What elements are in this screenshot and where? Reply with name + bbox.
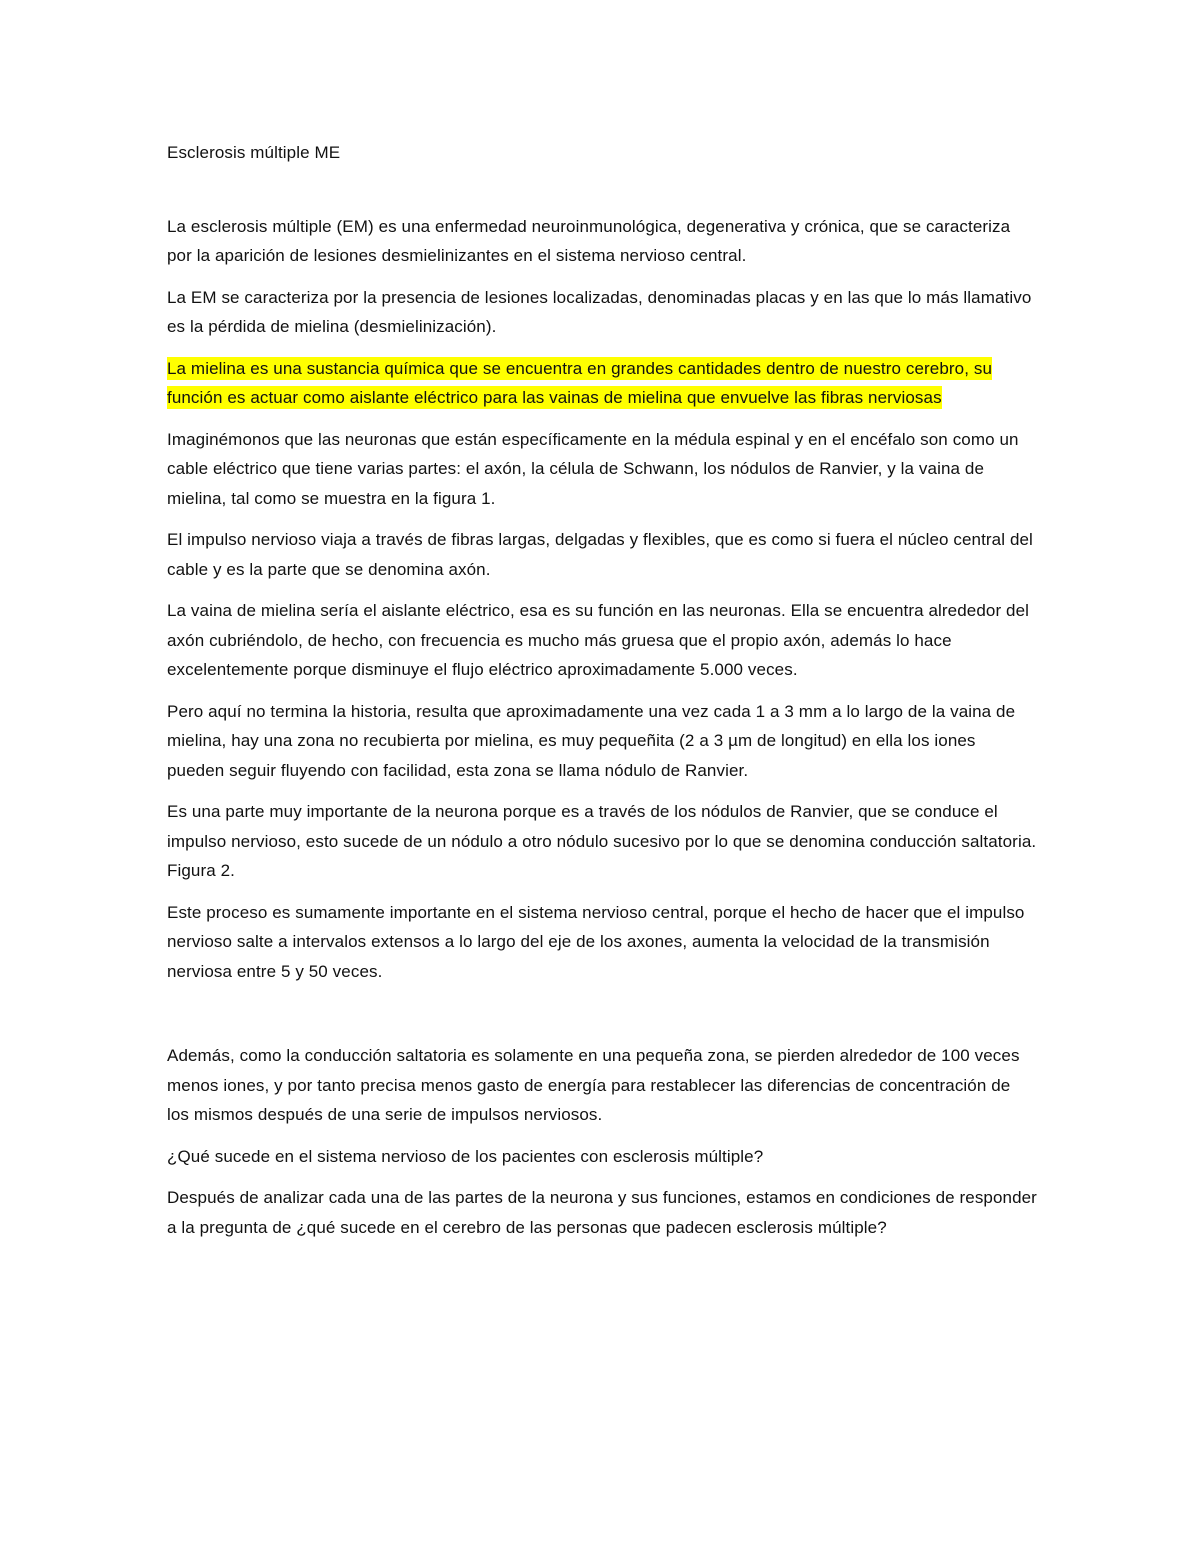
paragraph-12: Después de analizar cada una de las partes de la neurona y sus funciones, estamos en condiciones de responder a la pregunta de ¿qué sucede en el cerebro de las personas que padecen esclerosis múltiple? xyxy=(167,1188,1037,1237)
paragraph-6: La vaina de mielina sería el aislante eléctrico, esa es su función en las neuronas. Ella se encuentra alrededor del axón cubriéndolo, de hecho, con frecuencia es mucho más gruesa que el propio axón, además lo hace excelentemente porque disminuye el flujo eléctrico aproximadamente 5.000 veces. xyxy=(167,601,1030,679)
paragraph-10: Además, como la conducción saltatoria es solamente en una pequeña zona, se pierden alrededor de 100 veces menos iones, y por tanto precisa menos gasto de energía para restablecer las diferencias de concentración de los mismos después de una serie de impulsos nerviosos. xyxy=(167,1046,1020,1124)
document-body xyxy=(167,138,1037,1242)
paragraph-2: La EM se caracteriza por la presencia de lesiones localizadas, denominadas placas y en las que lo más llamativo es la pérdida de mielina (desmielinización). xyxy=(167,287,1032,336)
paragraph-4: Imaginémonos que las neuronas que están específicamente en la médula espinal y en el encéfalo son como un cable eléctrico que tiene varias partes: el axón, la célula de Schwann, los nódulos de Ranvier, y la vaina de mielina, tal como se muestra en la figura 1. xyxy=(167,429,1019,508)
document-title: Esclerosis múltiple ME xyxy=(167,143,341,162)
paragraph-8: Es una parte muy importante de la neurona porque es a través de los nódulos de Ranvier, que se conduce el impulso nervioso, esto sucede de un nódulo a otro nódulo sucesivo por lo que se denomina conducción saltatoria. Figura 2. xyxy=(167,802,1037,880)
paragraph-5: El impulso nervioso viaja a través de fibras largas, delgadas y flexibles, que es como si fuera el núcleo central del cable y es la parte que se denomina axón. xyxy=(167,530,1033,579)
paragraph-1: La esclerosis múltiple (EM) es una enfermedad neuroinmunológica, degenerativa y crónica, que se caracteriza por la aparición de lesiones desmielinizantes en el sistema nervioso central. xyxy=(167,216,1011,265)
question-heading: ¿Qué sucede en el sistema nervioso de los pacientes con esclerosis múltiple? xyxy=(167,1146,764,1166)
paragraph-9: Este proceso es sumamente importante en el sistema nervioso central, porque el hecho de hacer que el impulso nervioso salte a intervalos extensos a lo largo del eje de los axones, aumenta la velocidad de la transmisión nerviosa entre 5 y 50 veces. xyxy=(167,902,1025,981)
highlighted-paragraph xyxy=(167,354,1037,413)
highlighted-text: La mielina es una sustancia química que se encuentra en grandes cantidades dentro de nuestro cerebro, su función es actuar como aislante eléctrico para las vainas de mielina que envuelve las fibras nerviosas xyxy=(167,358,993,407)
paragraph-7: Pero aquí no termina la historia, resulta que aproximadamente una vez cada 1 a 3 mm a lo largo de la vaina de mielina, hay una zona no recubierta por mielina, es muy pequeñita (2 a 3 µm de longitud) en ella los iones pueden seguir fluyendo con facilidad, esta zona se llama nódulo de Ranvier. xyxy=(167,701,1016,780)
